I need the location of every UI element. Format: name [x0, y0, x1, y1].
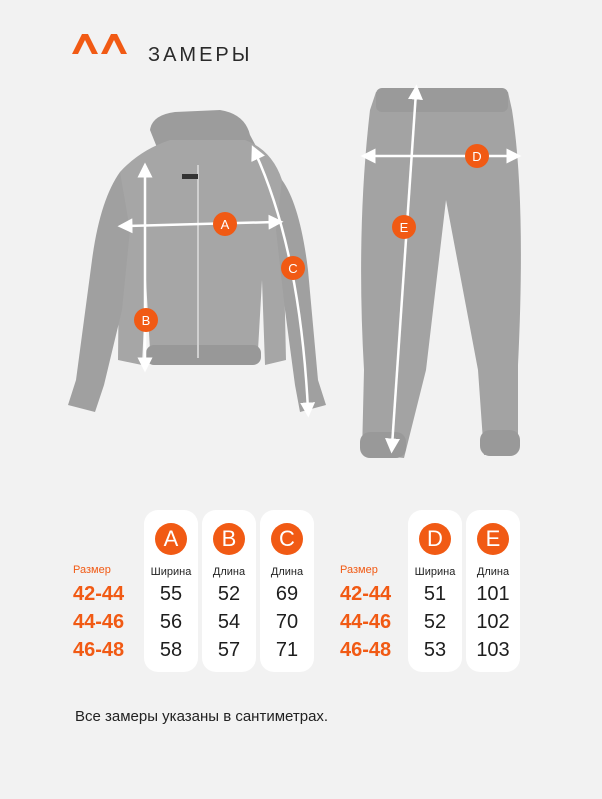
column-label: Ширина: [150, 566, 192, 578]
cell-value: 102: [476, 611, 510, 633]
column-label: Длина: [212, 566, 246, 578]
column-letter: B: [213, 523, 245, 555]
size-value: 42-44: [73, 583, 125, 605]
column-c: [260, 510, 314, 672]
cell-value: 51: [423, 583, 447, 605]
svg-text:D: D: [472, 149, 482, 164]
svg-text:E: E: [399, 220, 409, 235]
size-value: 46-48: [340, 639, 392, 661]
size-value: 46-48: [73, 639, 125, 661]
footnote: Все замеры указаны в сантиметрах.: [75, 708, 329, 725]
size-value: 42-44: [340, 583, 392, 605]
column-d: [408, 510, 462, 672]
size-value: 44-46: [73, 611, 125, 633]
size-header: Размер: [340, 564, 378, 576]
cell-value: 103: [476, 639, 510, 661]
cell-value: 54: [217, 611, 241, 633]
column-e: [466, 510, 520, 672]
column-letter: A: [155, 523, 187, 555]
marker-e: [392, 215, 416, 239]
marker-a: [213, 212, 237, 236]
marker-d: [465, 144, 489, 168]
column-label: Ширина: [414, 566, 456, 578]
column-letter: D: [419, 523, 451, 555]
svg-text:C: C: [288, 261, 298, 276]
top-size-list: [73, 564, 124, 664]
header: [72, 30, 372, 70]
svg-text:B: B: [141, 313, 151, 328]
cell-value: 69: [275, 583, 299, 605]
cell-value: 57: [217, 639, 241, 661]
marker-b: [134, 308, 158, 332]
cell-value: 52: [217, 583, 241, 605]
column-letter: E: [477, 523, 509, 555]
size-value: 44-46: [340, 611, 392, 633]
cell-value: 70: [275, 611, 299, 633]
garment-illustration: [0, 80, 602, 470]
cell-value: 56: [159, 611, 183, 633]
cell-value: 52: [423, 611, 447, 633]
svg-text:A: A: [220, 217, 230, 232]
column-b: [202, 510, 256, 672]
page-title: ЗАМЕРЫ: [148, 44, 253, 66]
size-header: Размер: [73, 564, 111, 576]
cell-value: 71: [275, 639, 299, 661]
marker-c: [281, 256, 305, 280]
cell-value: 101: [476, 583, 510, 605]
column-label: Длина: [270, 566, 304, 578]
cell-value: 55: [159, 583, 183, 605]
cell-value: 53: [423, 639, 447, 661]
pants-illustration: [360, 88, 521, 458]
column-letter: C: [271, 523, 303, 555]
cell-value: 58: [159, 639, 183, 661]
bottom-size-list: [340, 564, 391, 664]
column-a: [144, 510, 198, 672]
column-label: Длина: [476, 566, 510, 578]
brand-logo-icon: [72, 34, 128, 54]
